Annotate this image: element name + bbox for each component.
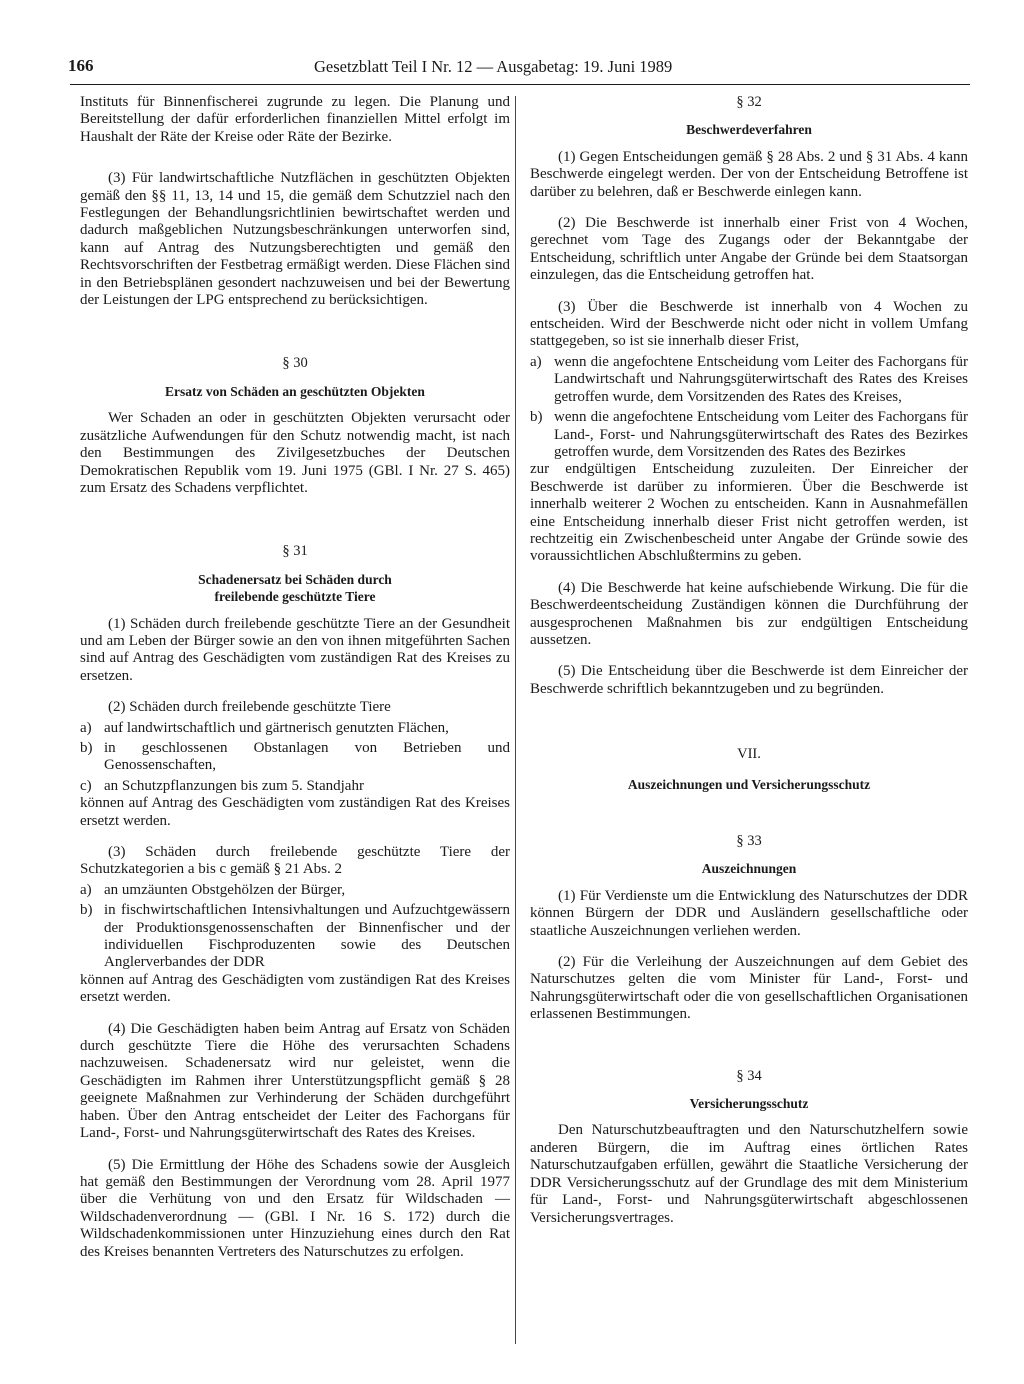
section-30-text: Wer Schaden an oder in geschützten Objekten verursacht oder zusätzliche Aufwendungen für den Schutz notwendig macht, ist nach den Bestimmungen des Zivilgesetzbuches der Deutschen Demokratischen Republik vom 19. Juni 1975 (GBl. I Nr. 27 S. 465) zum Ersatz des Schadens verpflichtet. bbox=[80, 410, 510, 496]
section-33-title: Auszeichnungen bbox=[701, 861, 797, 877]
section-34-title: Versicherungsschutz bbox=[689, 1096, 809, 1112]
section-32-paragraph-2: (2) Die Beschwerde ist innerhalb einer Frist von 4 Wochen, gerechnet vom Tage des Zugangs oder der Bekanntgabe der Entscheidung, schriftlich unter Angabe der Gründe bei dem Staatsorgan einzulegen, das die Entscheidung getroffen hat. bbox=[530, 215, 968, 284]
section-34-text: Den Naturschutzbeauftragten und den Naturschutzhelfern sowie anderen Bürgern, die im Auftrag eines örtlichen Rates Naturschutzaufgaben erfüllen, gewährt die Staatliche Versicherung der DDR Versicherungsschutz auf der Grundlage des mit dem Ministerium für Land-, Forst- und Nahrungsgüterwirtschaft abgeschlossenen Versicherungsvertrages. bbox=[530, 1122, 968, 1226]
section-30-number: § 30 bbox=[282, 355, 308, 372]
list-text: auf landwirtschaftlich und gärtnerisch genutzten Flächen, bbox=[104, 719, 449, 736]
section-32-paragraph-5: (5) Die Entscheidung über die Beschwerde ist dem Einreicher der Beschwerde schriftlich bekanntzugeben und zu begründen. bbox=[530, 663, 968, 697]
header-rule bbox=[70, 84, 970, 85]
section-33-number: § 33 bbox=[736, 833, 762, 849]
column-divider bbox=[515, 96, 516, 1344]
list-marker: b) bbox=[530, 409, 543, 426]
list-marker: c) bbox=[80, 777, 92, 794]
list-item bbox=[80, 882, 510, 899]
section-31-title-line1: Schadenersatz bei Schäden durch bbox=[198, 571, 392, 587]
list-marker: a) bbox=[80, 719, 92, 736]
section-32-number: § 32 bbox=[736, 94, 762, 110]
page-number: 166 bbox=[68, 56, 94, 75]
list-item bbox=[80, 720, 510, 737]
list-text: wenn die angefochtene Entscheidung vom Leiter des Fachorgans für Land-, Forst- und Nahrungsgüterwirtschaft des Rates des Bezirkes getroffen wurde, dem Vorsitzenden des Rates des Bezirkes bbox=[554, 409, 968, 460]
list-item bbox=[80, 902, 510, 972]
part-title: Auszeichnungen und Versicherungsschutz bbox=[627, 776, 871, 792]
list-text: an umzäunten Obstgehölzen der Bürger, bbox=[104, 881, 346, 898]
list-item bbox=[530, 354, 968, 406]
left-column bbox=[80, 94, 510, 1261]
list-item bbox=[530, 409, 968, 461]
section-31-title-line2: freilebende geschützte Tiere bbox=[214, 589, 376, 605]
list-marker: a) bbox=[80, 881, 92, 898]
section-31-paragraph-4: (4) Die Geschädigten haben beim Antrag auf Ersatz von Schäden durch geschützte Tiere die Höhe des verursachten Schadens nachzuweisen. Schadenersatz wird nur geleistet, wenn die Geschädigten im Rahmen ihrer Unterstützungspflicht gemäß § 28 geeignete Maßnahmen zur Verhinderung der Schäden durchgeführt haben. Über den Antrag entscheidet der Leiter des Fachorgans für Land-, Forst- und Nahrungsgüterwirtschaft des Rates des Kreises. bbox=[80, 1020, 510, 1142]
section-33-paragraph-1: (1) Für Verdienste um die Entwicklung des Naturschutzes der DDR können Bürgern der DDR und Ausländern gesellschaftliche oder staatliche Auszeichnungen verliehen werden. bbox=[530, 887, 968, 939]
paragraph-3: (3) Für landwirtschaftliche Nutzflächen in geschützten Objekten gemäß den §§ 11, 13, 14 und 15, die gemäß dem Schutzziel nach den Festlegungen der Behandlungsrichtlinien bewirtschaftet werden und dadurch maßgeblichen Nutzungsbeschränkungen unterworfen sind, kann auf Antrag des Nutzungsberechtigten und gemäß den Rechtsvorschriften der Festbetrag ermäßigt werden. Diese Flächen sind in den Betriebsplänen gesondert nachzuweisen und bei der Bewertung der Leistungen der LPG entsprechend zu berücksichtigen. bbox=[80, 170, 510, 309]
list-text: in fischwirtschaftlichen Intensivhaltungen und Aufzuchtgewässern der Produktionsgenossenschaften der Binnenfischer und der individuellen Fischproduzenten sowie des Deutschen Anglerverbandes der DDR bbox=[104, 902, 510, 971]
section-32-paragraph-3: (3) Über die Beschwerde ist innerhalb von 4 Wochen zu entscheiden. Wird der Beschwerde nicht oder nicht in vollem Umfang stattgegeben, so ist sie innerhalb dieser Frist, bbox=[530, 298, 968, 350]
list-marker: a) bbox=[530, 353, 542, 370]
section-31-paragraph-1: (1) Schäden durch freilebende geschützte Tiere an der Gesundheit und am Leben der Bürger sowie an den von ihnen mitgeführten Sachen sind auf Antrag des Geschädigten vom zuständigen Rat des Kreises zu ersetzen. bbox=[80, 615, 510, 684]
list-marker: b) bbox=[80, 739, 93, 756]
list-item bbox=[80, 740, 510, 775]
part-number: VII. bbox=[737, 746, 761, 763]
section-32-paragraph-4: (4) Die Beschwerde hat keine aufschiebende Wirkung. Die für die Beschwerdeentscheidung Zuständigen können die Durchführung der ausgesprochenen Maßnahmen bis zur endgültigen Entscheidung aussetzen. bbox=[530, 579, 968, 648]
header-title: Gesetzblatt Teil I Nr. 12 — Ausgabetag: 19. Juni 1989 bbox=[314, 57, 673, 76]
section-33-paragraph-2: (2) Für die Verleihung der Auszeichnungen auf dem Gebiet des Naturschutzes gelten die vom Minister für Land-, Forst- und Nahrungsgüterwirtschaft oder die von gesellschaftlichen Organisationen erlassenen Bestimmungen. bbox=[530, 954, 968, 1023]
section-31-paragraph-2-end: können auf Antrag des Geschädigten vom zuständigen Rat des Kreises ersetzt werden. bbox=[80, 795, 510, 829]
paragraph-continued: Instituts für Binnenfischerei zugrunde zu legen. Die Planung und Bereitstellung der dafür erforderlichen finanziellen Mittel erfolgt im Haushalt der Räte der Kreise oder Räte der Bezirke. bbox=[80, 94, 510, 145]
section-32-paragraph-3-end: zur endgültigen Entscheidung zuzuleiten. Der Einreicher der Beschwerde ist darüber zu informieren. Über die Beschwerde ist innerhalb weiterer 2 Wochen zu entscheiden. Kann in Ausnahmefällen eine Entscheidung innerhalb dieser Frist nicht getroffen werden, ist rechtzeitig ein Zwischenbescheid unter Angabe der Gründe sowie des voraussichtlichen Abschlußtermins zu geben. bbox=[530, 461, 968, 565]
page-header bbox=[68, 56, 968, 80]
list-text: an Schutzpflanzungen bis zum 5. Standjahr bbox=[104, 777, 364, 794]
section-31-paragraph-3-end: können auf Antrag des Geschädigten vom zuständigen Rat des Kreises ersetzt werden. bbox=[80, 971, 510, 1006]
list-marker: b) bbox=[80, 902, 93, 919]
list-text: in geschlossenen Obstanlagen von Betrieben und Genossenschaften, bbox=[104, 739, 510, 774]
section-34-number: § 34 bbox=[736, 1067, 762, 1084]
section-32-paragraph-1: (1) Gegen Entscheidungen gemäß § 28 Abs. 2 und § 31 Abs. 4 kann Beschwerde eingelegt werden. Der von der Entscheidung Betroffene ist darüber zu belehren, daß er Beschwerde einlegen kann. bbox=[530, 148, 968, 200]
section-31-paragraph-5: (5) Die Ermittlung der Höhe des Schadens sowie der Ausgleich hat gemäß den Bestimmungen der Verordnung vom 28. April 1977 über die Verhütung von und den Ersatz für Wildschaden — Wildschadenverordnung — (GBl. I Nr. 16 S. 172) durch die Wildschadenkommissionen unter Hinzuziehung eines durch den Rat des Kreises benannten Vertreters des Naturschutzes zu erfolgen. bbox=[80, 1156, 510, 1260]
section-31-paragraph-2: (2) Schäden durch freilebende geschützte Tiere bbox=[108, 699, 391, 716]
list-text: wenn die angefochtene Entscheidung vom Leiter des Fachorgans für Landwirtschaft und Nahrungsgüterwirtschaft des Rates des Kreises getroffen wurde, dem Vorsitzenden des Rates des Kreises, bbox=[554, 353, 968, 405]
section-31-paragraph-3: (3) Schäden durch freilebende geschützte Tiere der Schutzkategorien a bis c gemäß § 21 Abs. 2 bbox=[80, 844, 510, 878]
section-31-number: § 31 bbox=[282, 543, 308, 560]
right-column bbox=[530, 94, 968, 1227]
section-30-title: Ersatz von Schäden an geschützten Objekten bbox=[165, 383, 425, 399]
section-32-title: Beschwerdeverfahren bbox=[686, 122, 812, 138]
list-item bbox=[80, 778, 510, 795]
